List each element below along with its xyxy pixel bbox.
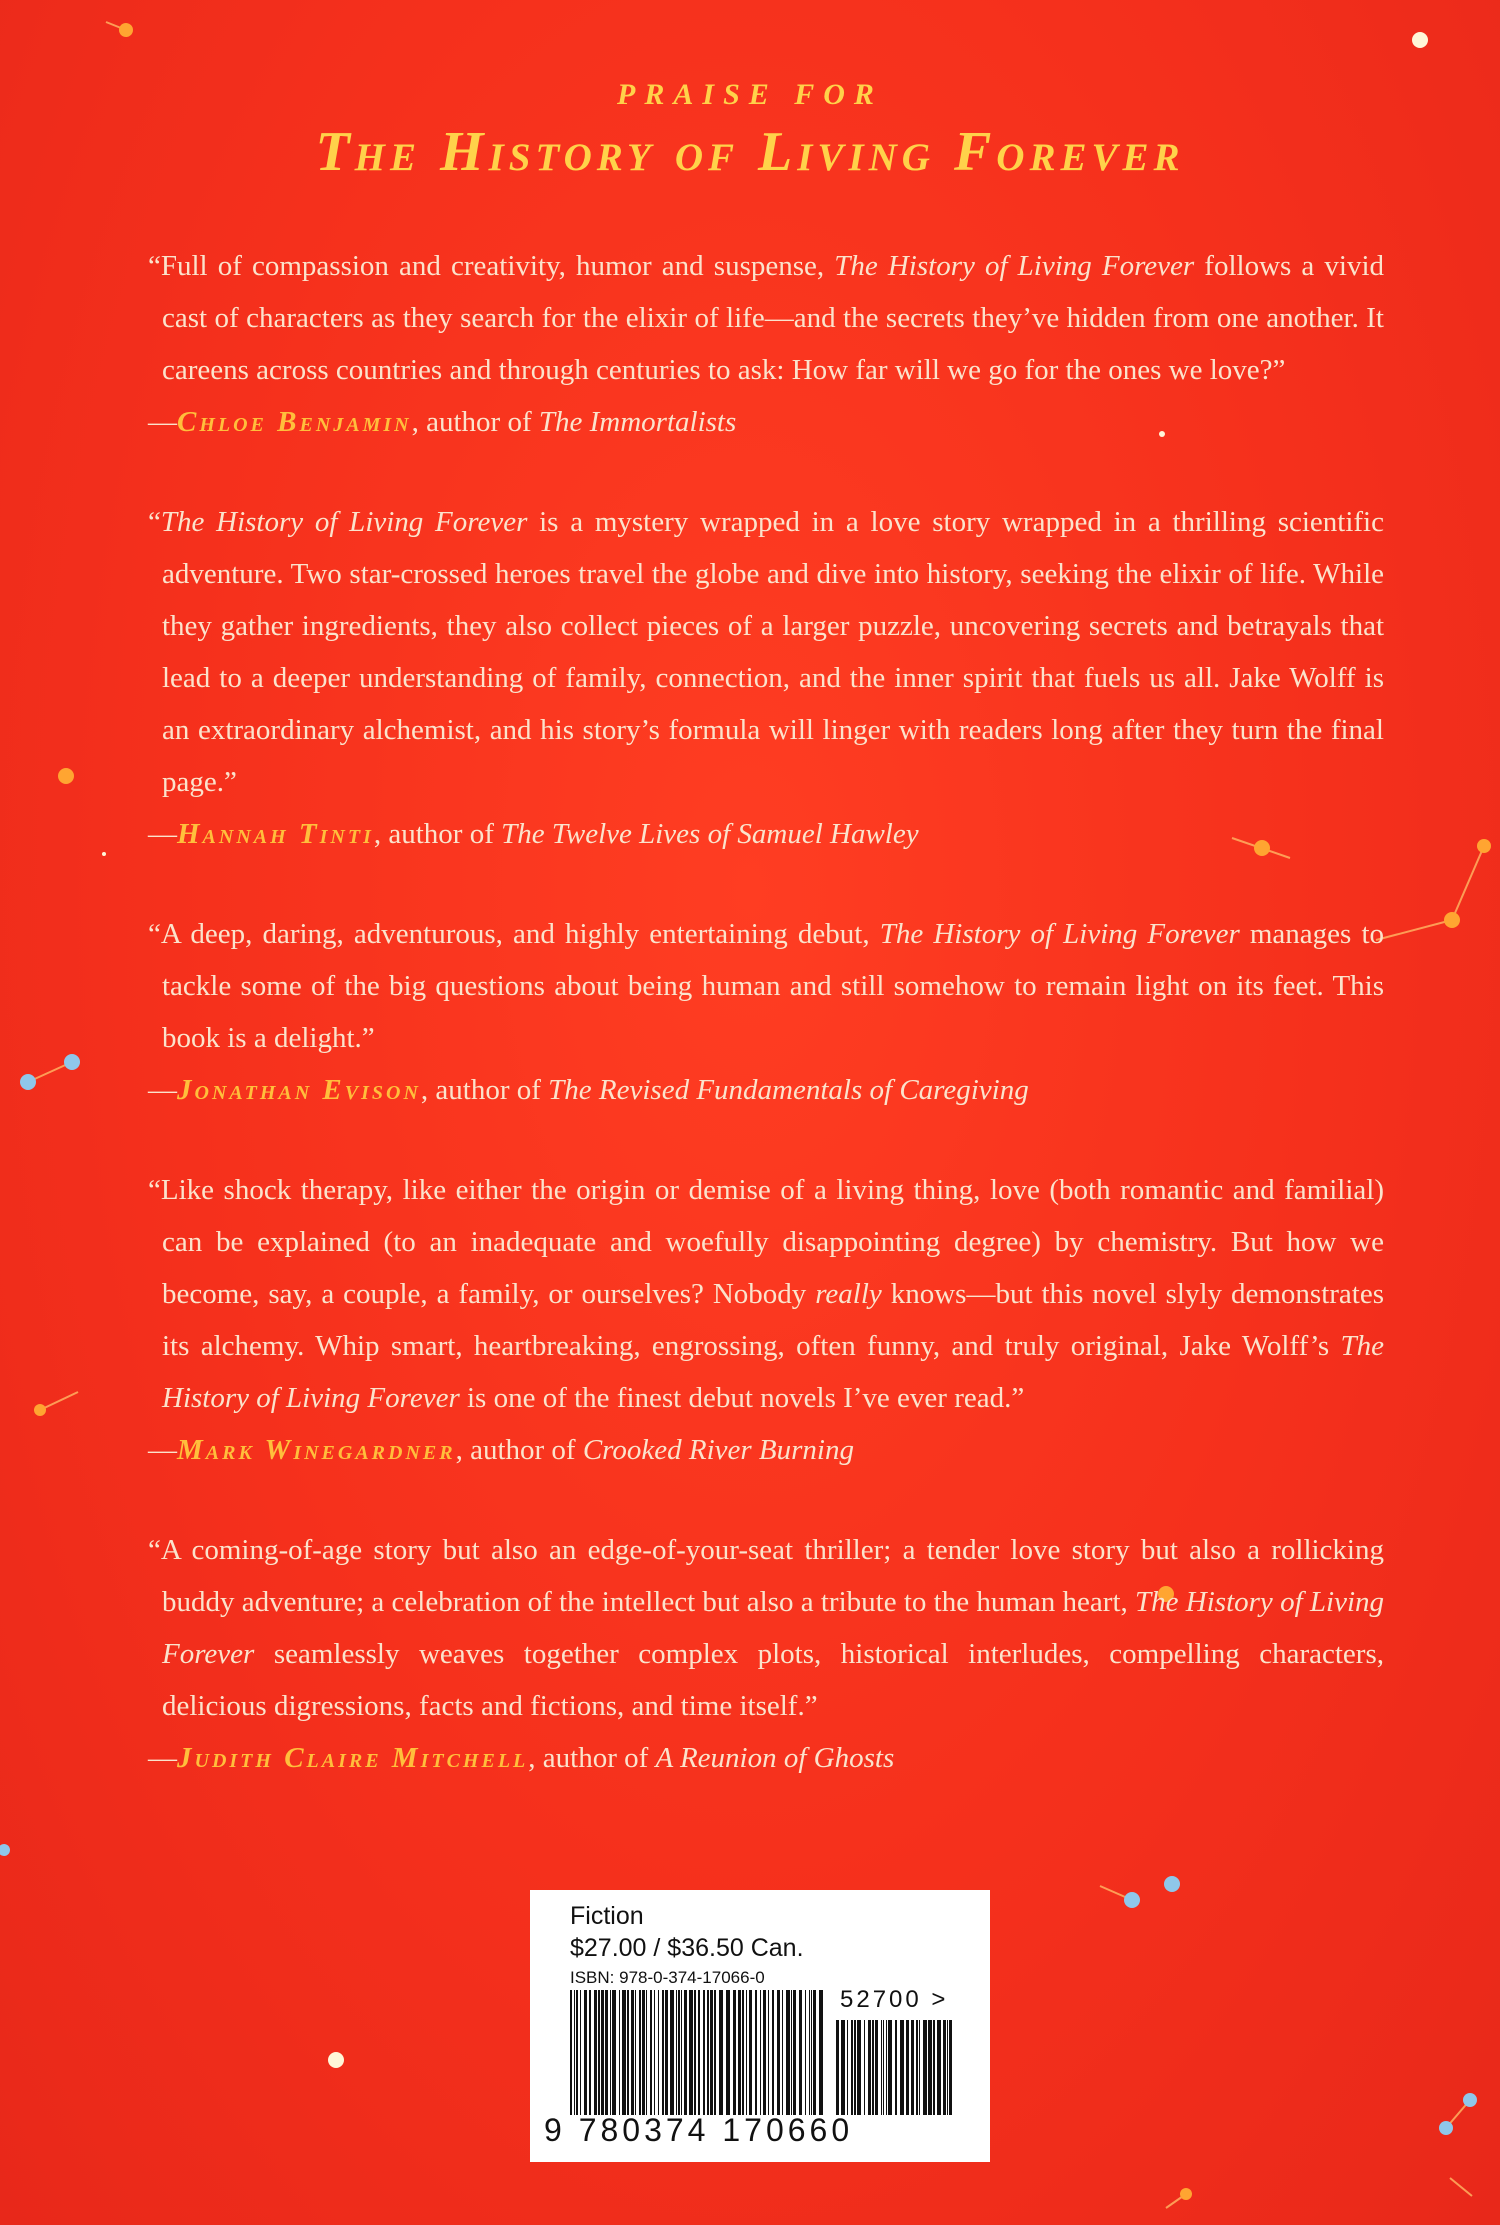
author-name: Chloe Benjamin bbox=[177, 406, 412, 438]
barcode-number: 9 780374 170660 bbox=[544, 2112, 854, 2148]
barcode-bar bbox=[868, 2020, 871, 2115]
quote-attribution: —Jonathan Evison, author of The Revised Fundamentals of Caregiving bbox=[148, 1074, 1029, 1106]
barcode-bar bbox=[819, 1990, 823, 2115]
price-label: $27.00 / $36.50 Can. bbox=[570, 1934, 804, 1962]
author-of-label: , author of bbox=[528, 1742, 656, 1774]
barcode-bar bbox=[738, 1990, 741, 2115]
barcode-bar bbox=[670, 1990, 674, 2115]
author-of-label: , author of bbox=[420, 1074, 549, 1106]
barcode-bar bbox=[689, 1990, 693, 2115]
barcode-bar bbox=[786, 1990, 790, 2115]
quote-attribution: —Judith Claire Mitchell, author of A Reunion of Ghosts bbox=[148, 1742, 895, 1774]
barcode-bar bbox=[864, 2020, 865, 2115]
barcode-bar bbox=[937, 2020, 941, 2115]
barcode-label bbox=[530, 1890, 990, 2162]
barcode-bar bbox=[836, 2020, 839, 2115]
book-title: The History of Living Forever bbox=[315, 121, 1185, 183]
barcode-bar bbox=[594, 1990, 597, 2115]
author-work: A Reunion of Ghosts bbox=[655, 1742, 895, 1774]
barcode-bar bbox=[698, 1990, 700, 2115]
author-work: Crooked River Burning bbox=[582, 1434, 854, 1466]
barcode-bar bbox=[684, 1990, 687, 2115]
barcode-bar bbox=[933, 2020, 935, 2115]
barcode-bar bbox=[635, 1990, 636, 2115]
barcode-bar bbox=[658, 1990, 659, 2115]
author-name: Jonathan Evison bbox=[177, 1074, 421, 1106]
author-of-label: , author of bbox=[411, 406, 539, 438]
barcode-bar bbox=[760, 1990, 761, 2115]
quote-attribution: —Hannah Tinti, author of The Twelve Lives of Samuel Hawley bbox=[148, 818, 919, 850]
quote-segment: follows a vivid cast of characters as they search for the elixir of life—and the secrets they’ve hidden from one another. It careens across countries and through centuries to ask: How far will we go for the ones we love?” bbox=[162, 250, 1384, 386]
author-work: The Immortalists bbox=[538, 406, 737, 438]
barcode-bar bbox=[943, 2020, 946, 2115]
barcode-bar bbox=[793, 1990, 796, 2115]
isbn-barcode bbox=[570, 1990, 824, 2120]
quote-attribution: —Mark Winegardner, author of Crooked River Burning bbox=[148, 1434, 854, 1466]
barcode-bar bbox=[694, 1990, 696, 2115]
barcode-bar bbox=[576, 1990, 578, 2115]
quotes-list bbox=[148, 240, 1384, 1832]
barcode-bar bbox=[886, 2020, 887, 2115]
barcode-bar bbox=[772, 1990, 774, 2115]
barcode-bar bbox=[612, 1990, 616, 2115]
barcode-bar bbox=[605, 1990, 608, 2115]
italic-title: The History of Living Forever bbox=[834, 250, 1195, 282]
quote-text bbox=[148, 1164, 1384, 1424]
barcode-bar bbox=[813, 1990, 816, 2115]
italic-title: The History of Living Forever bbox=[160, 506, 528, 538]
quote-segment: “A coming-of-age story but also an edge-of-your-seat thriller; a tender love story but also a rollicking buddy adventure; a celebration of the intellect but also a tribute to the human heart, bbox=[148, 1534, 1384, 1618]
barcode-bar bbox=[570, 1990, 572, 2115]
barcode-bar bbox=[746, 1990, 747, 2115]
barcode-bar bbox=[642, 1990, 645, 2115]
barcode-bar bbox=[809, 1990, 810, 2115]
barcode-bar bbox=[719, 1990, 723, 2115]
author-of-label: , author of bbox=[455, 1434, 583, 1466]
quote-segment: is a mystery wrapped in a love story wrapped in a thrilling scientific adventure. Two star-crossed heroes travel the globe and dive into history, seeking the elixir of life. While they gather ingredients, they also collect pieces of a larger puzzle, uncovering secrets and betrayals that lead to a deeper understanding of family, connection, and the inner spirit that fuels us all. Jake Wolff is an extraordinary alchemist, and his story’s formula will linger with readers long after they turn the final page.” bbox=[162, 506, 1384, 798]
barcode-bar bbox=[888, 2020, 892, 2115]
barcode-bar bbox=[678, 1990, 680, 2115]
barcode-bar bbox=[574, 1990, 575, 2115]
price-barcode bbox=[836, 2020, 956, 2120]
quote-text bbox=[148, 496, 1384, 808]
quote-block bbox=[148, 496, 1384, 860]
isbn-label: ISBN: 978-0-374-17066-0 bbox=[570, 1968, 765, 1987]
quote-block bbox=[148, 1164, 1384, 1476]
barcode-bar bbox=[749, 1990, 752, 2115]
barcode-bar bbox=[949, 2020, 952, 2115]
author-of-label: , author of bbox=[373, 818, 502, 850]
barcode-bar bbox=[707, 1990, 709, 2115]
barcode-bar bbox=[782, 1990, 783, 2115]
barcode-bar bbox=[851, 2020, 853, 2115]
barcode-bar bbox=[906, 2020, 909, 2115]
quote-segment: knows—but this novel slyly demonstrates its alchemy. Whip smart, heartbreaking, engrossing, often funny, and truly original, Jake Wolff’s bbox=[162, 1278, 1384, 1362]
barcode-bar bbox=[872, 2020, 874, 2115]
barcode-bar bbox=[928, 2020, 932, 2115]
barcode-bar bbox=[733, 1990, 736, 2115]
barcode-bar bbox=[911, 2020, 914, 2115]
barcode-bar bbox=[947, 2020, 948, 2115]
barcode-bar bbox=[847, 2020, 848, 2115]
barcode-bar bbox=[895, 2020, 897, 2115]
barcode-bar bbox=[598, 1990, 600, 2115]
author-name: Mark Winegardner bbox=[177, 1434, 456, 1466]
barcode-bar bbox=[665, 1990, 668, 2115]
author-name: Judith Claire Mitchell bbox=[177, 1742, 529, 1774]
barcode-bar bbox=[841, 2020, 845, 2115]
quote-segment: “ bbox=[148, 506, 161, 538]
barcode-bar bbox=[639, 1990, 641, 2115]
barcode-bar bbox=[580, 1990, 581, 2115]
quote-segment: is one of the finest debut novels I’ve ever read.” bbox=[459, 1382, 1025, 1414]
barcode-bar bbox=[710, 1990, 713, 2115]
quote-segment: manages to tackle some of the big questions about being human and still somehow to remain light on its feet. This book is a delight.” bbox=[162, 918, 1385, 1054]
barcode-bar bbox=[601, 1990, 604, 2115]
author-work: The Twelve Lives of Samuel Hawley bbox=[501, 818, 919, 850]
barcode-bar bbox=[654, 1990, 655, 2115]
quote-block bbox=[148, 240, 1384, 448]
barcode-bar bbox=[791, 1990, 792, 2115]
barcode-bar bbox=[811, 1990, 812, 2115]
praise-header bbox=[0, 78, 1500, 184]
quote-block bbox=[148, 1524, 1384, 1784]
barcode-bar bbox=[622, 1990, 626, 2115]
barcode-bar bbox=[650, 1990, 652, 2115]
barcode-bar bbox=[900, 2020, 904, 2115]
praise-kicker: PRAISE FOR bbox=[617, 78, 883, 111]
barcode-bar bbox=[662, 1990, 664, 2115]
quote-block bbox=[148, 908, 1384, 1116]
quote-segment: seamlessly weaves together complex plots, historical interludes, compelling characters, delicious digressions, facts and fictions, and time itself.” bbox=[162, 1638, 1384, 1722]
barcode-bar bbox=[923, 2020, 927, 2115]
quote-segment: “Full of compassion and creativity, humor and suspense, bbox=[148, 250, 835, 282]
barcode-bar bbox=[763, 1990, 766, 2115]
barcode-bar bbox=[681, 1990, 682, 2115]
quote-text bbox=[148, 908, 1384, 1064]
barcode-bar bbox=[881, 2020, 882, 2115]
barcode-bar bbox=[916, 2020, 918, 2115]
quote-text bbox=[148, 240, 1384, 396]
quote-text bbox=[148, 1524, 1384, 1732]
quote-attribution: —Chloe Benjamin, author of The Immortalists bbox=[148, 406, 737, 438]
italic-title: The History of Living Forever bbox=[162, 1586, 1385, 1670]
italic-title: The History of Living Forever bbox=[879, 918, 1240, 950]
barcode-bar bbox=[777, 1990, 780, 2115]
price-code: 52700 > bbox=[840, 1986, 949, 2013]
barcode-bar bbox=[799, 1990, 802, 2115]
barcode-bar bbox=[755, 1990, 757, 2115]
author-work: The Revised Fundamentals of Caregiving bbox=[548, 1074, 1029, 1106]
barcode-bar bbox=[726, 1990, 730, 2115]
barcode-bar bbox=[703, 1990, 705, 2115]
italic-title: The History of Living Forever bbox=[162, 1330, 1384, 1414]
barcode-bar bbox=[883, 2020, 884, 2115]
barcode-bar bbox=[742, 1990, 744, 2115]
barcode-bar bbox=[875, 2020, 878, 2115]
barcode-bar bbox=[805, 1990, 806, 2115]
barcode-bar bbox=[857, 2020, 861, 2115]
quote-segment: “Like shock therapy, like either the origin or demise of a living thing, love (both romantic and familial) can be explained (to an inadequate and woefully disappointing degree) by chemistry. But how we become, say, a couple, a family, or ourselves? Nobody bbox=[148, 1174, 1384, 1310]
barcode-bar bbox=[627, 1990, 629, 2115]
barcode-bar bbox=[919, 2020, 920, 2115]
genre-label: Fiction bbox=[570, 1902, 644, 1930]
barcode-bar bbox=[768, 1990, 769, 2115]
barcode-bar bbox=[676, 1990, 677, 2115]
barcode-bar bbox=[610, 1990, 611, 2115]
barcode-bar bbox=[584, 1990, 587, 2115]
barcode-bar bbox=[619, 1990, 620, 2115]
barcode-bar bbox=[714, 1990, 716, 2115]
barcode-bar bbox=[646, 1990, 647, 2115]
barcode-bar bbox=[854, 2020, 856, 2115]
quote-segment: “A deep, daring, adventurous, and highly entertaining debut, bbox=[148, 918, 880, 950]
italic-title: really bbox=[815, 1278, 882, 1310]
barcode-bar bbox=[631, 1990, 634, 2115]
barcode-bar bbox=[589, 1990, 591, 2115]
author-name: Hannah Tinti bbox=[177, 818, 374, 850]
